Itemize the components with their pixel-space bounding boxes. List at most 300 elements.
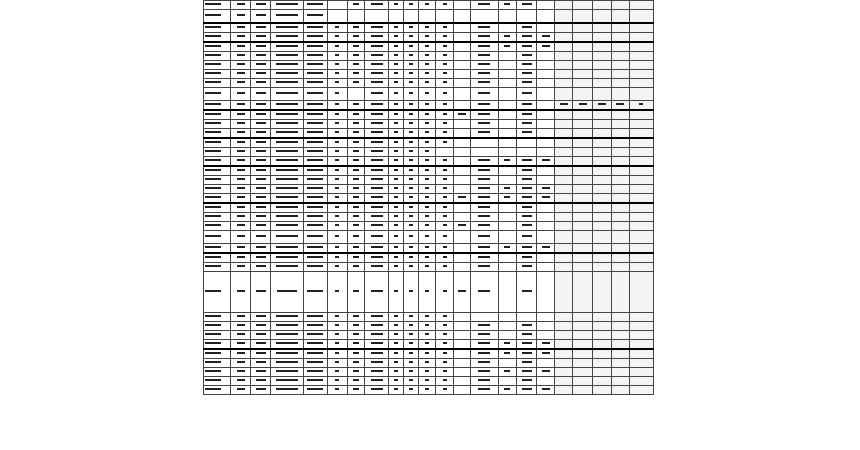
table-cell[interactable]	[470, 61, 498, 70]
table-cell[interactable]	[611, 313, 629, 322]
table-cell[interactable]	[365, 349, 389, 359]
table-cell[interactable]	[629, 52, 653, 61]
table-cell[interactable]	[611, 331, 629, 340]
table-cell[interactable]	[347, 23, 364, 33]
table-cell[interactable]	[231, 79, 251, 88]
table-cell[interactable]	[365, 148, 389, 157]
table-cell[interactable]	[347, 349, 364, 359]
table-cell[interactable]	[593, 253, 611, 263]
table-cell[interactable]	[404, 88, 419, 101]
table-cell[interactable]	[537, 70, 555, 79]
table-cell[interactable]	[573, 138, 593, 148]
table-cell[interactable]	[231, 377, 251, 386]
table-cell[interactable]	[404, 377, 419, 386]
table-cell[interactable]	[204, 185, 231, 194]
table-cell[interactable]	[251, 331, 271, 340]
table-cell[interactable]	[516, 166, 536, 176]
table-cell[interactable]	[555, 129, 573, 139]
table-cell[interactable]	[327, 349, 347, 359]
table-cell[interactable]	[404, 322, 419, 331]
table-cell[interactable]	[419, 88, 436, 101]
table-cell[interactable]	[555, 231, 573, 244]
table-cell[interactable]	[555, 70, 573, 79]
table-cell[interactable]	[389, 263, 404, 272]
table-cell[interactable]	[498, 386, 516, 395]
table-cell[interactable]	[389, 33, 404, 43]
table-cell[interactable]	[573, 331, 593, 340]
table-cell[interactable]	[611, 176, 629, 185]
table-cell[interactable]	[303, 322, 327, 331]
table-cell[interactable]	[365, 70, 389, 79]
table-cell[interactable]	[347, 129, 364, 139]
table-cell[interactable]	[231, 213, 251, 222]
table-cell[interactable]	[470, 42, 498, 52]
table-cell[interactable]	[555, 377, 573, 386]
table-cell[interactable]	[573, 231, 593, 244]
table-cell[interactable]	[347, 42, 364, 52]
table-cell[interactable]	[347, 322, 364, 331]
table-cell[interactable]	[204, 194, 231, 204]
table-cell[interactable]	[389, 176, 404, 185]
table-cell[interactable]	[204, 231, 231, 244]
table-cell[interactable]	[271, 213, 303, 222]
table-cell[interactable]	[629, 1, 653, 10]
table-cell[interactable]	[347, 222, 364, 231]
table-cell[interactable]	[629, 244, 653, 254]
table-cell[interactable]	[419, 231, 436, 244]
table-cell[interactable]	[611, 322, 629, 331]
table-cell[interactable]	[573, 368, 593, 377]
table-cell[interactable]	[419, 322, 436, 331]
table-cell[interactable]	[365, 110, 389, 120]
table-cell[interactable]	[389, 79, 404, 88]
table-cell[interactable]	[573, 203, 593, 213]
table-cell[interactable]	[389, 42, 404, 52]
table-cell[interactable]	[404, 79, 419, 88]
table-cell[interactable]	[204, 213, 231, 222]
table-cell[interactable]	[593, 340, 611, 350]
table-cell[interactable]	[573, 52, 593, 61]
table-cell[interactable]	[516, 244, 536, 254]
table-cell[interactable]	[347, 253, 364, 263]
table-cell[interactable]	[573, 244, 593, 254]
table-cell[interactable]	[629, 272, 653, 313]
table-cell[interactable]	[470, 213, 498, 222]
table-cell[interactable]	[436, 61, 453, 70]
table-cell[interactable]	[498, 331, 516, 340]
table-cell[interactable]	[404, 33, 419, 43]
table-cell[interactable]	[453, 313, 470, 322]
table-cell[interactable]	[404, 176, 419, 185]
table-cell[interactable]	[555, 263, 573, 272]
table-cell[interactable]	[555, 79, 573, 88]
table-cell[interactable]	[303, 340, 327, 350]
table-cell[interactable]	[436, 1, 453, 10]
table-cell[interactable]	[537, 101, 555, 111]
table-cell[interactable]	[389, 120, 404, 129]
table-cell[interactable]	[453, 120, 470, 129]
table-cell[interactable]	[303, 120, 327, 129]
table-cell[interactable]	[404, 101, 419, 111]
table-cell[interactable]	[629, 386, 653, 395]
table-cell[interactable]	[419, 1, 436, 10]
table-cell[interactable]	[516, 322, 536, 331]
table-cell[interactable]	[327, 386, 347, 395]
table-cell[interactable]	[327, 272, 347, 313]
table-cell[interactable]	[611, 138, 629, 148]
table-cell[interactable]	[555, 368, 573, 377]
table-cell[interactable]	[537, 349, 555, 359]
table-cell[interactable]	[555, 340, 573, 350]
table-cell[interactable]	[516, 231, 536, 244]
table-cell[interactable]	[419, 331, 436, 340]
table-cell[interactable]	[404, 70, 419, 79]
table-cell[interactable]	[470, 157, 498, 167]
table-cell[interactable]	[303, 42, 327, 52]
table-cell[interactable]	[404, 313, 419, 322]
table-cell[interactable]	[204, 88, 231, 101]
table-cell[interactable]	[271, 129, 303, 139]
table-cell[interactable]	[365, 138, 389, 148]
table-cell[interactable]	[629, 359, 653, 368]
table-cell[interactable]	[204, 368, 231, 377]
table-cell[interactable]	[347, 148, 364, 157]
table-cell[interactable]	[303, 368, 327, 377]
table-cell[interactable]	[629, 322, 653, 331]
table-cell[interactable]	[573, 185, 593, 194]
table-cell[interactable]	[436, 101, 453, 111]
table-cell[interactable]	[251, 120, 271, 129]
table-cell[interactable]	[555, 10, 573, 24]
table-cell[interactable]	[470, 272, 498, 313]
table-cell[interactable]	[303, 359, 327, 368]
table-cell[interactable]	[231, 340, 251, 350]
table-cell[interactable]	[555, 110, 573, 120]
table-cell[interactable]	[516, 203, 536, 213]
table-cell[interactable]	[537, 33, 555, 43]
table-cell[interactable]	[537, 368, 555, 377]
table-cell[interactable]	[537, 110, 555, 120]
table-cell[interactable]	[303, 129, 327, 139]
table-cell[interactable]	[436, 10, 453, 24]
table-cell[interactable]	[404, 194, 419, 204]
table-cell[interactable]	[251, 129, 271, 139]
table-cell[interactable]	[537, 231, 555, 244]
table-cell[interactable]	[629, 176, 653, 185]
table-cell[interactable]	[389, 1, 404, 10]
table-cell[interactable]	[593, 272, 611, 313]
table-cell[interactable]	[251, 322, 271, 331]
table-cell[interactable]	[498, 101, 516, 111]
table-cell[interactable]	[303, 213, 327, 222]
table-cell[interactable]	[611, 157, 629, 167]
table-cell[interactable]	[404, 120, 419, 129]
table-cell[interactable]	[498, 368, 516, 377]
table-cell[interactable]	[573, 263, 593, 272]
table-cell[interactable]	[303, 377, 327, 386]
table-cell[interactable]	[251, 79, 271, 88]
table-cell[interactable]	[404, 61, 419, 70]
table-cell[interactable]	[470, 194, 498, 204]
table-cell[interactable]	[498, 263, 516, 272]
table-cell[interactable]	[629, 23, 653, 33]
table-cell[interactable]	[365, 368, 389, 377]
table-cell[interactable]	[347, 10, 364, 24]
table-cell[interactable]	[453, 166, 470, 176]
table-cell[interactable]	[573, 359, 593, 368]
table-cell[interactable]	[271, 42, 303, 52]
table-cell[interactable]	[303, 185, 327, 194]
table-cell[interactable]	[365, 120, 389, 129]
table-cell[interactable]	[516, 253, 536, 263]
table-cell[interactable]	[271, 148, 303, 157]
table-cell[interactable]	[436, 88, 453, 101]
table-cell[interactable]	[611, 386, 629, 395]
table-cell[interactable]	[204, 331, 231, 340]
table-cell[interactable]	[365, 213, 389, 222]
table-cell[interactable]	[611, 340, 629, 350]
table-cell[interactable]	[453, 194, 470, 204]
table-cell[interactable]	[593, 129, 611, 139]
table-cell[interactable]	[537, 272, 555, 313]
table-cell[interactable]	[611, 222, 629, 231]
table-cell[interactable]	[271, 222, 303, 231]
table-cell[interactable]	[516, 263, 536, 272]
table-cell[interactable]	[347, 88, 364, 101]
table-cell[interactable]	[365, 340, 389, 350]
table-cell[interactable]	[204, 148, 231, 157]
table-cell[interactable]	[537, 88, 555, 101]
table-cell[interactable]	[436, 231, 453, 244]
table-cell[interactable]	[204, 120, 231, 129]
table-cell[interactable]	[365, 263, 389, 272]
table-cell[interactable]	[271, 33, 303, 43]
table-cell[interactable]	[365, 79, 389, 88]
table-cell[interactable]	[593, 322, 611, 331]
table-cell[interactable]	[555, 386, 573, 395]
table-cell[interactable]	[629, 313, 653, 322]
table-cell[interactable]	[537, 23, 555, 33]
table-cell[interactable]	[404, 349, 419, 359]
table-cell[interactable]	[231, 359, 251, 368]
table-cell[interactable]	[365, 185, 389, 194]
table-cell[interactable]	[271, 377, 303, 386]
table-cell[interactable]	[453, 23, 470, 33]
table-cell[interactable]	[629, 42, 653, 52]
table-cell[interactable]	[303, 386, 327, 395]
table-cell[interactable]	[593, 368, 611, 377]
table-cell[interactable]	[419, 349, 436, 359]
table-cell[interactable]	[498, 213, 516, 222]
table-cell[interactable]	[453, 138, 470, 148]
table-cell[interactable]	[231, 42, 251, 52]
table-cell[interactable]	[436, 244, 453, 254]
table-cell[interactable]	[470, 1, 498, 10]
table-cell[interactable]	[498, 340, 516, 350]
table-cell[interactable]	[389, 52, 404, 61]
table-cell[interactable]	[365, 33, 389, 43]
table-cell[interactable]	[404, 110, 419, 120]
table-cell[interactable]	[436, 313, 453, 322]
table-cell[interactable]	[593, 101, 611, 111]
table-cell[interactable]	[593, 52, 611, 61]
table-cell[interactable]	[573, 213, 593, 222]
table-cell[interactable]	[204, 340, 231, 350]
table-cell[interactable]	[516, 101, 536, 111]
table-cell[interactable]	[204, 386, 231, 395]
table-cell[interactable]	[593, 244, 611, 254]
table-cell[interactable]	[303, 10, 327, 24]
table-cell[interactable]	[470, 185, 498, 194]
table-cell[interactable]	[498, 194, 516, 204]
table-cell[interactable]	[251, 313, 271, 322]
table-cell[interactable]	[251, 349, 271, 359]
table-cell[interactable]	[453, 185, 470, 194]
table-cell[interactable]	[303, 194, 327, 204]
table-cell[interactable]	[204, 61, 231, 70]
table-cell[interactable]	[251, 359, 271, 368]
table-cell[interactable]	[303, 313, 327, 322]
table-cell[interactable]	[436, 120, 453, 129]
table-cell[interactable]	[555, 213, 573, 222]
table-cell[interactable]	[498, 120, 516, 129]
table-cell[interactable]	[470, 340, 498, 350]
table-cell[interactable]	[436, 331, 453, 340]
table-cell[interactable]	[419, 166, 436, 176]
table-cell[interactable]	[303, 101, 327, 111]
table-cell[interactable]	[453, 110, 470, 120]
table-cell[interactable]	[516, 52, 536, 61]
table-cell[interactable]	[419, 61, 436, 70]
table-cell[interactable]	[555, 349, 573, 359]
table-cell[interactable]	[611, 101, 629, 111]
table-cell[interactable]	[204, 42, 231, 52]
table-cell[interactable]	[555, 1, 573, 10]
table-cell[interactable]	[389, 386, 404, 395]
table-cell[interactable]	[498, 110, 516, 120]
table-cell[interactable]	[593, 222, 611, 231]
table-cell[interactable]	[516, 194, 536, 204]
table-cell[interactable]	[327, 42, 347, 52]
table-cell[interactable]	[453, 386, 470, 395]
table-cell[interactable]	[231, 166, 251, 176]
table-cell[interactable]	[231, 52, 251, 61]
table-cell[interactable]	[389, 272, 404, 313]
table-cell[interactable]	[231, 263, 251, 272]
table-cell[interactable]	[303, 1, 327, 10]
table-cell[interactable]	[271, 101, 303, 111]
table-cell[interactable]	[498, 10, 516, 24]
table-cell[interactable]	[231, 33, 251, 43]
table-cell[interactable]	[389, 23, 404, 33]
table-cell[interactable]	[470, 129, 498, 139]
table-cell[interactable]	[516, 61, 536, 70]
table-cell[interactable]	[327, 148, 347, 157]
table-cell[interactable]	[555, 176, 573, 185]
table-cell[interactable]	[629, 110, 653, 120]
table-cell[interactable]	[389, 138, 404, 148]
table-cell[interactable]	[629, 138, 653, 148]
table-cell[interactable]	[347, 272, 364, 313]
table-cell[interactable]	[419, 10, 436, 24]
table-cell[interactable]	[470, 138, 498, 148]
table-cell[interactable]	[537, 138, 555, 148]
table-cell[interactable]	[251, 222, 271, 231]
table-cell[interactable]	[537, 194, 555, 204]
table-cell[interactable]	[470, 349, 498, 359]
table-cell[interactable]	[271, 349, 303, 359]
table-cell[interactable]	[593, 157, 611, 167]
table-cell[interactable]	[327, 138, 347, 148]
table-cell[interactable]	[347, 359, 364, 368]
table-cell[interactable]	[251, 110, 271, 120]
table-cell[interactable]	[593, 185, 611, 194]
table-cell[interactable]	[516, 368, 536, 377]
table-cell[interactable]	[347, 386, 364, 395]
table-cell[interactable]	[365, 23, 389, 33]
table-cell[interactable]	[204, 1, 231, 10]
table-cell[interactable]	[327, 110, 347, 120]
table-cell[interactable]	[327, 213, 347, 222]
table-cell[interactable]	[365, 244, 389, 254]
table-cell[interactable]	[231, 157, 251, 167]
table-cell[interactable]	[537, 42, 555, 52]
table-cell[interactable]	[470, 33, 498, 43]
table-cell[interactable]	[251, 157, 271, 167]
table-cell[interactable]	[419, 70, 436, 79]
table-cell[interactable]	[204, 359, 231, 368]
table-cell[interactable]	[516, 222, 536, 231]
table-cell[interactable]	[611, 194, 629, 204]
table-cell[interactable]	[347, 52, 364, 61]
table-cell[interactable]	[537, 263, 555, 272]
table-cell[interactable]	[303, 70, 327, 79]
table-cell[interactable]	[516, 138, 536, 148]
table-cell[interactable]	[629, 148, 653, 157]
table-cell[interactable]	[251, 377, 271, 386]
table-cell[interactable]	[555, 138, 573, 148]
table-cell[interactable]	[470, 166, 498, 176]
table-cell[interactable]	[271, 110, 303, 120]
table-cell[interactable]	[404, 157, 419, 167]
table-cell[interactable]	[629, 157, 653, 167]
table-cell[interactable]	[347, 33, 364, 43]
table-cell[interactable]	[436, 157, 453, 167]
table-cell[interactable]	[537, 386, 555, 395]
table-cell[interactable]	[453, 331, 470, 340]
table-cell[interactable]	[419, 157, 436, 167]
table-cell[interactable]	[404, 231, 419, 244]
table-cell[interactable]	[251, 101, 271, 111]
table-cell[interactable]	[389, 88, 404, 101]
table-cell[interactable]	[327, 231, 347, 244]
table-cell[interactable]	[231, 70, 251, 79]
table-cell[interactable]	[593, 10, 611, 24]
table-cell[interactable]	[573, 272, 593, 313]
table-cell[interactable]	[537, 253, 555, 263]
table-cell[interactable]	[327, 61, 347, 70]
table-cell[interactable]	[303, 157, 327, 167]
table-cell[interactable]	[453, 231, 470, 244]
table-cell[interactable]	[271, 331, 303, 340]
table-cell[interactable]	[537, 185, 555, 194]
table-cell[interactable]	[555, 23, 573, 33]
table-cell[interactable]	[498, 52, 516, 61]
table-cell[interactable]	[303, 79, 327, 88]
table-cell[interactable]	[419, 176, 436, 185]
table-cell[interactable]	[593, 176, 611, 185]
table-cell[interactable]	[204, 176, 231, 185]
